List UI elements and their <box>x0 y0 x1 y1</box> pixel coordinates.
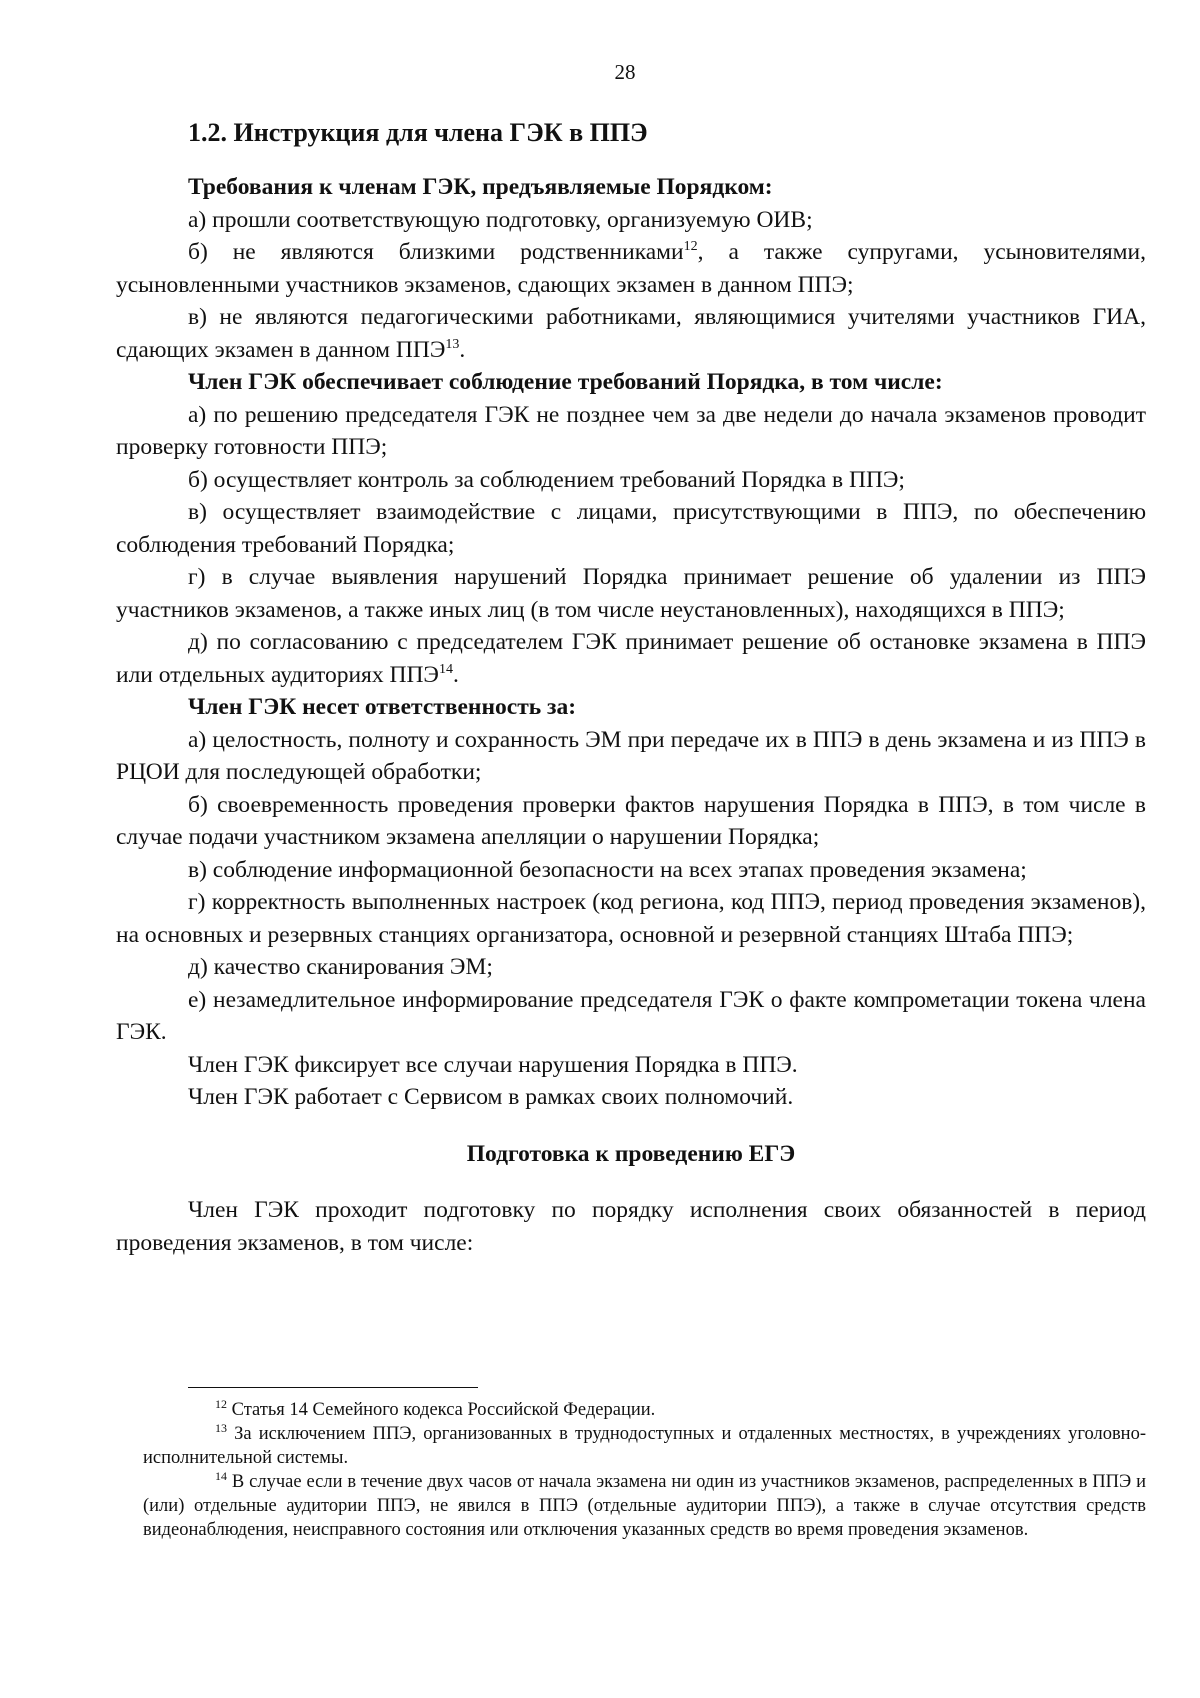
records-paragraph: Член ГЭК фиксирует все случаи нарушения Порядка в ППЭ. <box>188 1051 798 1078</box>
ensures-d: д) по согласованию с председателем ГЭК принимает решение об остановке экзамена в ППЭ или отдельных аудиториях ППЭ$^{14}$. <box>116 629 1146 688</box>
ensures-v: в) осуществляет взаимодействие с лицами, присутствующими в ППЭ, по обеспечению соблюдения требований Порядка; <box>116 499 1146 558</box>
responsible-e: е) незамедлительное информирование председателя ГЭК о факте компрометации токена члена ГЭК. <box>116 986 1146 1045</box>
subsection-heading: Подготовка к проведению ЕГЭ <box>466 1140 796 1167</box>
responsible-a: а) целостность, полноту и сохранность ЭМ при передаче их в ППЭ в день экзамена и из ППЭ в РЦОИ для последующей обработки; <box>116 726 1146 785</box>
footnote-14: $^{14}$ В случае если в течение двух часов от начала экзамена ни один из участников экзаменов, распределенных в ППЭ и (или) отдельные аудитории ППЭ, не явился в ППЭ (отдельные аудитории ППЭ), а также в случае отсутствия средств видеонаблюдения, неисправного состояния или отключения указанных средств во время проведения экзаменов. <box>143 1468 1146 1540</box>
responsible-d: д) качество сканирования ЭМ; <box>188 954 493 980</box>
main-content <box>116 116 1146 1259</box>
works-paragraph: Член ГЭК работает с Сервисом в рамках своих полномочий. <box>188 1084 794 1110</box>
requirement-v: в) не являются педагогическими работниками, являющимися учителями участников ГИА, сдающих экзамен в данном ППЭ$^{13}$. <box>116 304 1146 363</box>
responsible-b: б) своевременность проведения проверки фактов нарушения Порядка в ППЭ, в том числе в случае подачи участником экзамена апелляции о нарушении Порядка; <box>116 791 1146 850</box>
footnotes <box>143 1398 1146 1542</box>
ensures-title: Член ГЭК обеспечивает соблюдение требований Порядка, в том числе: <box>188 369 943 395</box>
ensures-b: б) осуществляет контроль за соблюдением требований Порядка в ППЭ; <box>188 466 905 493</box>
footnote-12: $^{12}$ Статья 14 Семейного кодекса Российской Федерации. <box>215 1396 656 1420</box>
page-number: 28 <box>614 60 636 84</box>
responsible-v: в) соблюдение информационной безопасности на всех этапах проведения экзамена; <box>188 856 1027 883</box>
responsible-g: г) корректность выполненных настроек (код региона, код ППЭ, период проведения экзаменов), на основных и резервных станциях организатора, основной и резервной станциях Штаба ППЭ; <box>116 889 1146 948</box>
requirements-title: Требования к членам ГЭК, предъявляемые Порядком: <box>188 174 773 200</box>
preparation-paragraph: Член ГЭК проходит подготовку по порядку исполнения своих обязанностей в период проведения экзаменов, в том числе: <box>116 1197 1146 1256</box>
ensures-g: г) в случае выявления нарушений Порядка принимает решение об удалении из ППЭ участников экзаменов, а также иных лиц (в том числе неустановленных), находящихся в ППЭ; <box>116 564 1146 623</box>
responsible-title: Член ГЭК несет ответственность за: <box>188 694 577 720</box>
footnote-13: $^{13}$ За исключением ППЭ, организованных в труднодоступных и отдаленных местностях, в учреждениях уголовно-исполнительной системы. <box>143 1420 1146 1468</box>
footnote-ref-12: 12 <box>683 239 698 255</box>
footnote-ref-14: 14 <box>438 661 453 677</box>
footnote-separator <box>188 1387 478 1388</box>
requirement-b: б) не являются близкими родственниками$^{12}$, а также супругами, усыновителями, усыновленными участников экзаменов, сдающих экзамен в данном ППЭ; <box>116 239 1146 298</box>
section-heading: 1.2. Инструкция для члена ГЭК в ППЭ <box>188 118 648 147</box>
ensures-a: а) по решению председателя ГЭК не позднее чем за две недели до начала экзаменов проводит проверку готовности ППЭ; <box>116 401 1146 460</box>
footnote-ref-13: 13 <box>445 336 460 352</box>
requirement-a: а) прошли соответствующую подготовку, организуемую ОИВ; <box>188 206 813 233</box>
